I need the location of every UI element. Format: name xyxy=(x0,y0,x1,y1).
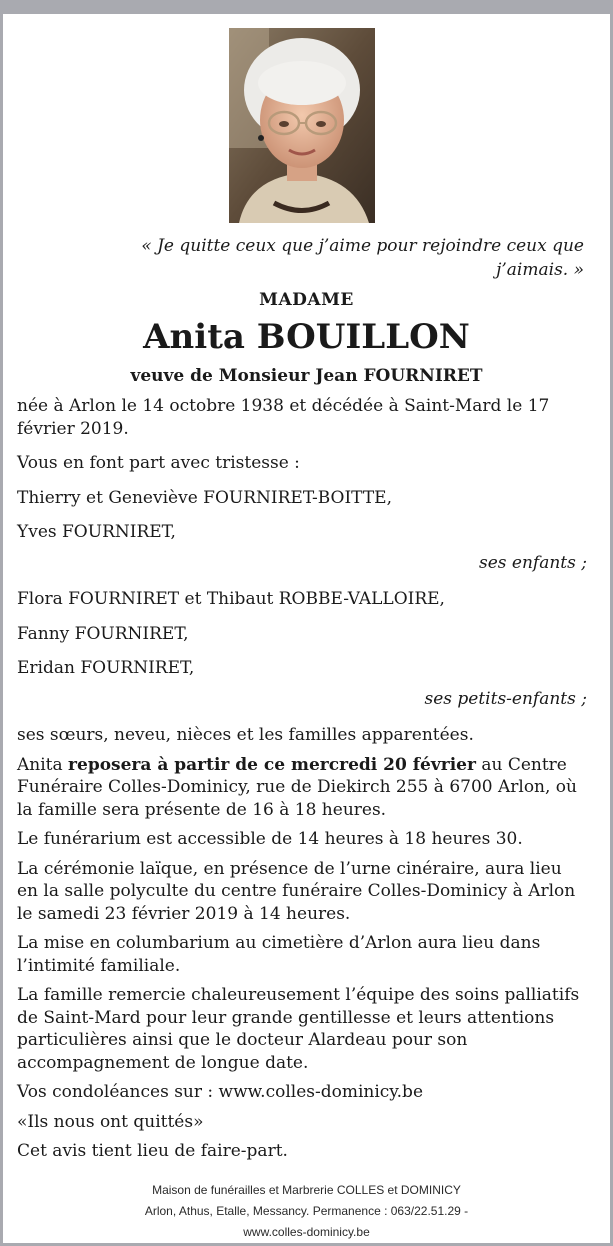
portrait-photo xyxy=(229,28,375,223)
condolences-line: Vos condoléances sur : www.colles-dominicy.be xyxy=(17,1082,423,1102)
family-line: ses sœurs, neveu, nièces et les familles apparentées. xyxy=(17,725,474,745)
reposera-post: au Centre Funéraire Colles-Dominicy, rue de Diekirch 255 à 6700 Arlon, où la famille sera présente de 16 à 18 heures. xyxy=(17,754,577,820)
notice-body xyxy=(17,395,587,1170)
reposera-bold: reposera à partir de ce mercredi 20 février xyxy=(68,754,476,775)
birth-death-line: née à Arlon le 14 octobre 1938 et décédée à Saint-Mard le 17 février 2019. xyxy=(17,396,550,439)
columbarium-paragraph: La mise en columbarium au cimetière d’Arlon aura lieu dans l’intimité familiale. xyxy=(17,933,541,976)
footer-line-2: Arlon, Athus, Etalle, Messancy. Permanence : 063/22.51.29 - xyxy=(144,1204,469,1218)
grandchildren-label: ses petits-enfants ; xyxy=(424,688,587,709)
funerarium-line: Le funérarium est accessible de 14 heures à 18 heures 30. xyxy=(17,829,523,849)
reposera-pre: Anita xyxy=(17,754,69,775)
grandchild-line: Flora FOURNIRET et Thibaut ROBBE-VALLOIRE, xyxy=(17,589,445,609)
honorific: MADAME xyxy=(259,290,354,310)
children-label: ses enfants ; xyxy=(479,552,587,573)
thanks-paragraph: La famille remercie chaleureusement l’équipe des soins palliatifs de Saint-Mard pour leur grande gentillesse et leurs attentions particulières ainsi que le docteur Alardeau pour son accompagnement de longue date. xyxy=(17,985,580,1073)
grandchild-line: Fanny FOURNIRET, xyxy=(17,623,189,644)
widow-of: veuve de Monsieur Jean FOURNIRET xyxy=(130,366,483,386)
grandchild-line: Eridan FOURNIRET, xyxy=(17,658,195,678)
footer-line-1: Maison de funérailles et Marbrerie COLLES et DOMINICY xyxy=(152,1183,461,1197)
footer-website: www.colles-dominicy.be xyxy=(243,1225,370,1239)
ceremonie-paragraph: La cérémonie laïque, en présence de l’urne cinéraire, aura lieu en la salle polyculte du centre funéraire Colles-Dominicy à Arlon le samedi 23 février 2019 à 14 heures. xyxy=(17,858,576,924)
quittes-line: «Ils nous ont quittés» xyxy=(17,1111,204,1132)
child-line: Thierry et Geneviève FOURNIRET-BOITTE, xyxy=(17,487,392,508)
funeral-home-footer xyxy=(3,1180,610,1243)
epigraph-quote: « Je quitte ceux que j’aime pour rejoindre ceux que j’aimais. » xyxy=(141,236,584,280)
intro-line: Vous en font part avec tristesse : xyxy=(17,453,300,473)
deceased-name: Anita BOUILLON xyxy=(143,317,470,357)
child-line: Yves FOURNIRET, xyxy=(17,522,176,542)
faire-part-line: Cet avis tient lieu de faire-part. xyxy=(17,1141,288,1161)
reposera-paragraph xyxy=(17,754,587,822)
